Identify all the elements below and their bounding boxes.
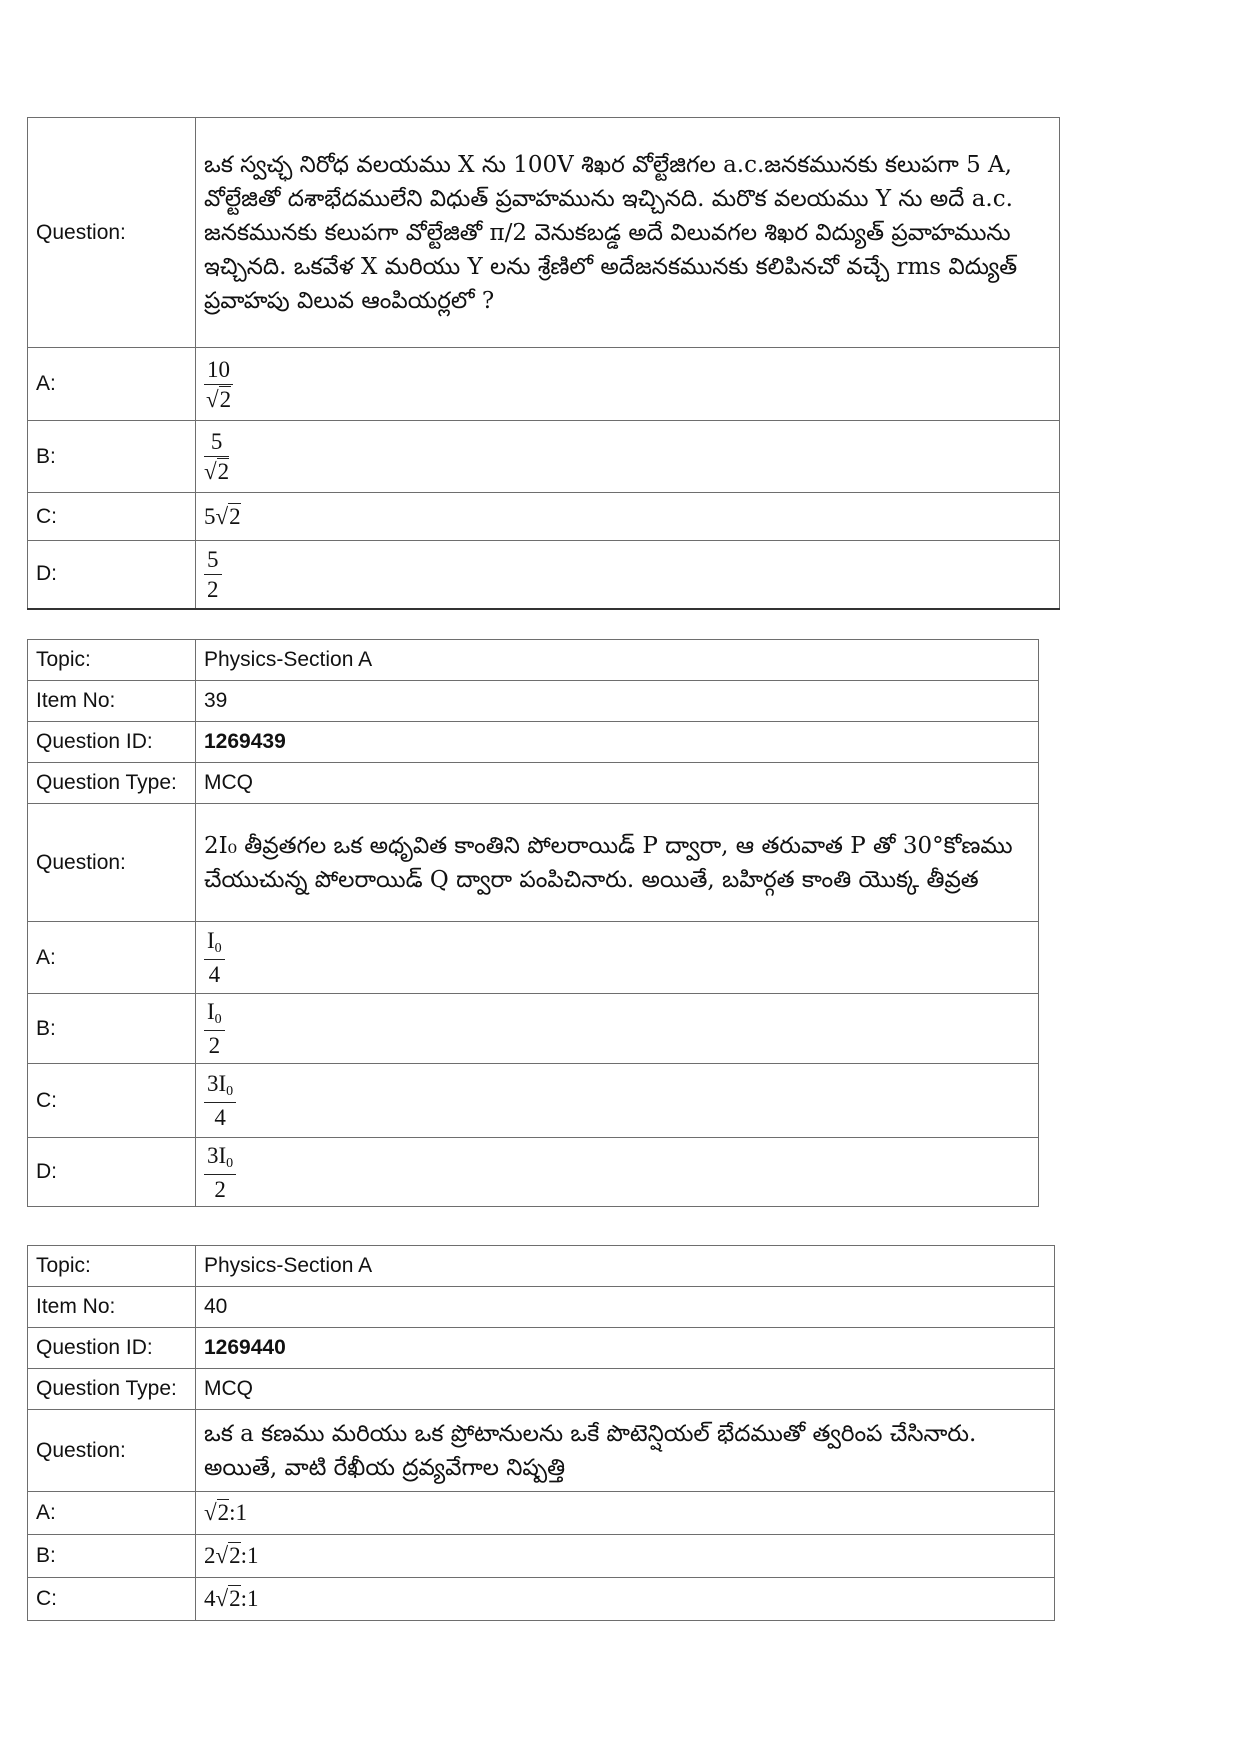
ratio: :1: [240, 1586, 259, 1611]
option-a-row: [28, 922, 1039, 994]
fraction-denominator: 2: [207, 576, 219, 602]
subscript: 0: [226, 1155, 234, 1171]
option-d-label: D:: [28, 541, 196, 609]
fraction-numerator: I: [207, 928, 215, 953]
option-c-row: [28, 1578, 1055, 1621]
option-a-row: [28, 1492, 1055, 1535]
question-row: [28, 118, 1060, 348]
question-type-label: Question Type:: [28, 763, 196, 804]
question-label: Question:: [28, 1410, 196, 1492]
topic-row: [28, 640, 1039, 681]
fraction-numerator: 5: [204, 430, 229, 457]
option-d-value: [196, 1138, 1039, 1207]
option-d-row: [28, 541, 1060, 609]
question-label: Question:: [28, 804, 196, 922]
question-id-value: 1269439: [196, 722, 1039, 763]
option-b-row: [28, 1535, 1055, 1578]
option-a-label: A:: [28, 348, 196, 421]
item-no-row: [28, 681, 1039, 722]
question-type-label: Question Type:: [28, 1369, 196, 1410]
fraction-numerator: 3I: [207, 1142, 227, 1168]
subscript: 0: [214, 941, 222, 956]
question-label: Question:: [28, 118, 196, 348]
question-39-table: [27, 639, 1039, 1207]
coefficient: 2: [204, 1543, 216, 1568]
coefficient: 5: [204, 503, 216, 529]
fraction-numerator: 10: [204, 358, 233, 385]
fraction-denominator: 4: [208, 962, 221, 987]
option-c-value: 5√2: [196, 493, 1060, 541]
question-row: [28, 1410, 1055, 1492]
ratio: :1: [240, 1543, 259, 1568]
option-b-value: 2√2:1: [196, 1535, 1055, 1578]
fraction-denominator: 2: [219, 386, 232, 412]
question-row: [28, 804, 1039, 922]
option-a-label: A:: [28, 1492, 196, 1535]
option-a-row: [28, 348, 1060, 421]
item-no-row: [28, 1287, 1055, 1328]
option-a-label: A:: [28, 922, 196, 994]
radicand: 2: [229, 503, 241, 529]
topic-label: Topic:: [28, 1246, 196, 1287]
option-d-label: D:: [28, 1138, 196, 1207]
question-type-value: MCQ: [196, 1369, 1055, 1410]
option-c-label: C:: [28, 1064, 196, 1138]
item-no-label: Item No:: [28, 681, 196, 722]
option-c-label: C:: [28, 1578, 196, 1621]
option-d-value: [196, 541, 1060, 609]
option-c-row: [28, 493, 1060, 541]
option-c-value: [196, 1064, 1039, 1138]
option-b-value: [196, 994, 1039, 1064]
question-id-row: [28, 722, 1039, 763]
fraction-numerator: I: [207, 999, 215, 1024]
radicand: 2: [217, 1500, 230, 1525]
topic-value: Physics-Section A: [196, 640, 1039, 681]
item-no-value: 39: [196, 681, 1039, 722]
option-a-value: [196, 922, 1039, 994]
option-b-row: [28, 421, 1060, 493]
topic-label: Topic:: [28, 640, 196, 681]
question-text: ఒక a కణము మరియు ఒక ప్రోటానులను ఒకే పొటెన్షియల్ భేదముతో త్వరింప చేసినారు. అయితే, వాటి రేఖీయ ద్రవ్యవేగాల నిష్పత్తి: [196, 1410, 1055, 1492]
coefficient: 4: [204, 1586, 216, 1611]
fraction-numerator: 3I: [207, 1071, 227, 1096]
option-d-row: [28, 1138, 1039, 1207]
option-b-label: B:: [28, 1535, 196, 1578]
question-text: 2I₀ తీవ్రతగల ఒక అధృవిత కాంతిని పోలరాయిడ్ P ద్వారా, ఆ తరువాత P తో 30°కోణము చేయుచున్న పోలరాయిడ్ Q ద్వారా పంపిచినారు. అయితే, బహిర్గత కాంతి యొక్క తీవ్రత: [196, 804, 1039, 922]
option-b-label: B:: [28, 421, 196, 493]
question-id-value: 1269440: [196, 1328, 1055, 1369]
question-id-label: Question ID:: [28, 722, 196, 763]
fraction-denominator: 2: [214, 1176, 226, 1202]
option-c-row: [28, 1064, 1039, 1138]
radicand: 2: [229, 1543, 241, 1568]
topic-value: Physics-Section A: [196, 1246, 1055, 1287]
item-no-value: 40: [196, 1287, 1055, 1328]
fraction-denominator: 2: [208, 1033, 221, 1058]
fraction-denominator: 4: [214, 1105, 226, 1130]
option-b-row: [28, 994, 1039, 1064]
question-type-row: [28, 763, 1039, 804]
question-type-value: MCQ: [196, 763, 1039, 804]
subscript: 0: [226, 1084, 234, 1099]
item-no-label: Item No:: [28, 1287, 196, 1328]
option-c-value: 4√2:1: [196, 1578, 1055, 1621]
fraction-denominator: 2: [217, 459, 230, 484]
option-b-value: $\frac{5}{√2}$: [196, 421, 1060, 493]
question-38-table: [27, 117, 1060, 610]
option-a-value: $\frac{10}{√2}$: [196, 348, 1060, 421]
option-a-value: √2:1: [196, 1492, 1055, 1535]
question-40-table: [27, 1245, 1055, 1621]
option-c-label: C:: [28, 493, 196, 541]
question-type-row: [28, 1369, 1055, 1410]
fraction-numerator: 5: [204, 548, 222, 575]
topic-row: [28, 1246, 1055, 1287]
radicand: 2: [229, 1586, 241, 1611]
ratio: :1: [229, 1500, 248, 1525]
option-b-label: B:: [28, 994, 196, 1064]
subscript: 0: [214, 1012, 222, 1027]
question-text: ఒక స్వచ్ఛ నిరోధ వలయము X ను 100V శిఖర వోల్టేజిగల a.c.జనకమునకు కలుపగా 5 A, వోల్టేజితో దశాభేదములేని విధుత్ ప్రవాహమును ఇచ్చినది. మరొక వలయము Y ను అదే a.c. జనకమునకు కలుపగా వోల్టేజితో π/2 వెనుకబడ్డ అదే విలువగల శిఖర విద్యుత్ ప్రవాహమును ఇచ్చినది. ఒకవేళ X మరియు Y లను శ్రేణిలో అదేజనకమునకు కలిపినచో వచ్చే rms విద్యుత్ ప్రవాహపు విలువ ఆంపియర్లలో ?: [196, 118, 1060, 348]
question-id-row: [28, 1328, 1055, 1369]
question-id-label: Question ID:: [28, 1328, 196, 1369]
